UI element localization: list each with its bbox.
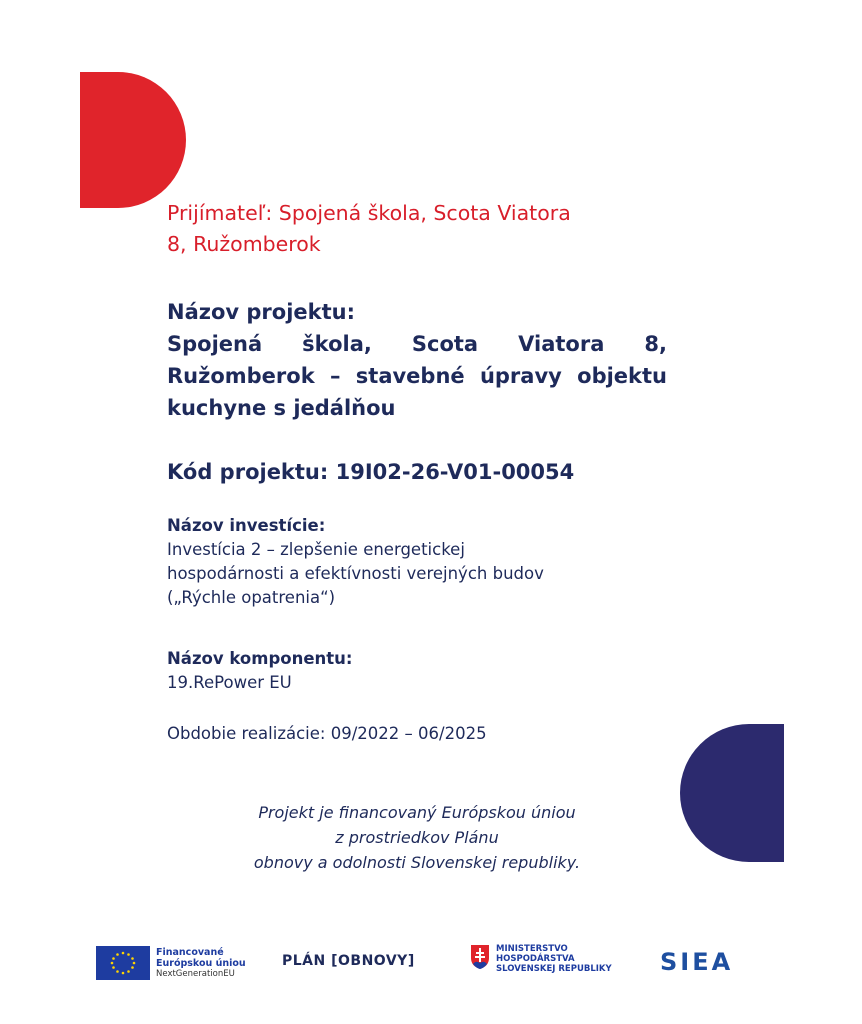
project-code-block bbox=[167, 456, 667, 488]
period-value: 09/2022 – 06/2025 bbox=[330, 724, 487, 743]
funding-line-2: z prostriedkov Plánu bbox=[335, 828, 499, 847]
component-value: 19.RePower EU bbox=[167, 673, 292, 692]
investment-line-1: Investícia 2 – zlepšenie energetickej bbox=[167, 540, 465, 559]
eu-logo-line-3: NextGenerationEU bbox=[156, 968, 235, 979]
investment-line-3: („Rýchle opatrenia“) bbox=[167, 588, 336, 607]
recipient bbox=[167, 198, 667, 260]
funding-line-3: obnovy a odolnosti Slovenskej republiky. bbox=[253, 853, 581, 872]
component-block bbox=[167, 647, 667, 695]
plan-obnovy-logo bbox=[282, 953, 415, 969]
red-half-circle-decoration bbox=[80, 72, 186, 208]
investment-block bbox=[167, 514, 667, 610]
project-name-label: Názov projektu: bbox=[167, 300, 356, 324]
plan-logo-left: PLÁN bbox=[282, 953, 326, 969]
logo-bar bbox=[0, 940, 862, 984]
period-block bbox=[167, 722, 667, 746]
ministry-line-2: HOSPODÁRSTVA bbox=[496, 954, 575, 964]
recipient-line-1: Prijímateľ: Spojená škola, Scota Viatora bbox=[167, 201, 571, 225]
funding-statement bbox=[167, 800, 667, 875]
eu-flag-icon bbox=[96, 946, 150, 980]
eu-logo-text bbox=[156, 947, 246, 980]
funding-line-1: Projekt je financovaný Európskou úniou bbox=[258, 803, 576, 822]
project-name: Spojená škola, Scota Viatora 8, Ružomberok – stavebné úpravy objektu kuchyne s jedálňou bbox=[167, 332, 667, 420]
eu-logo-line-2: Európskou úniou bbox=[156, 957, 246, 969]
eu-funding-logo bbox=[96, 946, 246, 980]
ministry-line-3: SLOVENSKEJ REPUBLIKY bbox=[496, 964, 612, 974]
project-code: 19I02-26-V01-00054 bbox=[335, 460, 575, 484]
ministry-logo bbox=[470, 944, 612, 974]
project-code-label: Kód projektu: bbox=[167, 460, 329, 484]
recipient-line-2: 8, Ružomberok bbox=[167, 232, 321, 256]
plan-logo-bracket-open: [ bbox=[331, 953, 339, 969]
plan-logo-right: OBNOVY bbox=[338, 953, 408, 969]
component-label: Názov komponentu: bbox=[167, 649, 353, 668]
slovak-coat-of-arms-icon bbox=[470, 944, 490, 970]
eu-logo-line-1: Financované bbox=[156, 946, 224, 958]
investment-line-2: hospodárnosti a efektívnosti verejných budov bbox=[167, 564, 544, 583]
navy-half-circle-decoration bbox=[680, 724, 784, 862]
plan-logo-bracket-close: ] bbox=[407, 953, 415, 969]
ministry-logo-text bbox=[496, 944, 612, 974]
investment-label: Názov investície: bbox=[167, 516, 326, 535]
project-name-block bbox=[167, 296, 667, 424]
period-label: Obdobie realizácie: bbox=[167, 724, 326, 743]
siea-logo: SIEA bbox=[660, 948, 734, 976]
ministry-line-1: MINISTERSTVO bbox=[496, 944, 568, 954]
